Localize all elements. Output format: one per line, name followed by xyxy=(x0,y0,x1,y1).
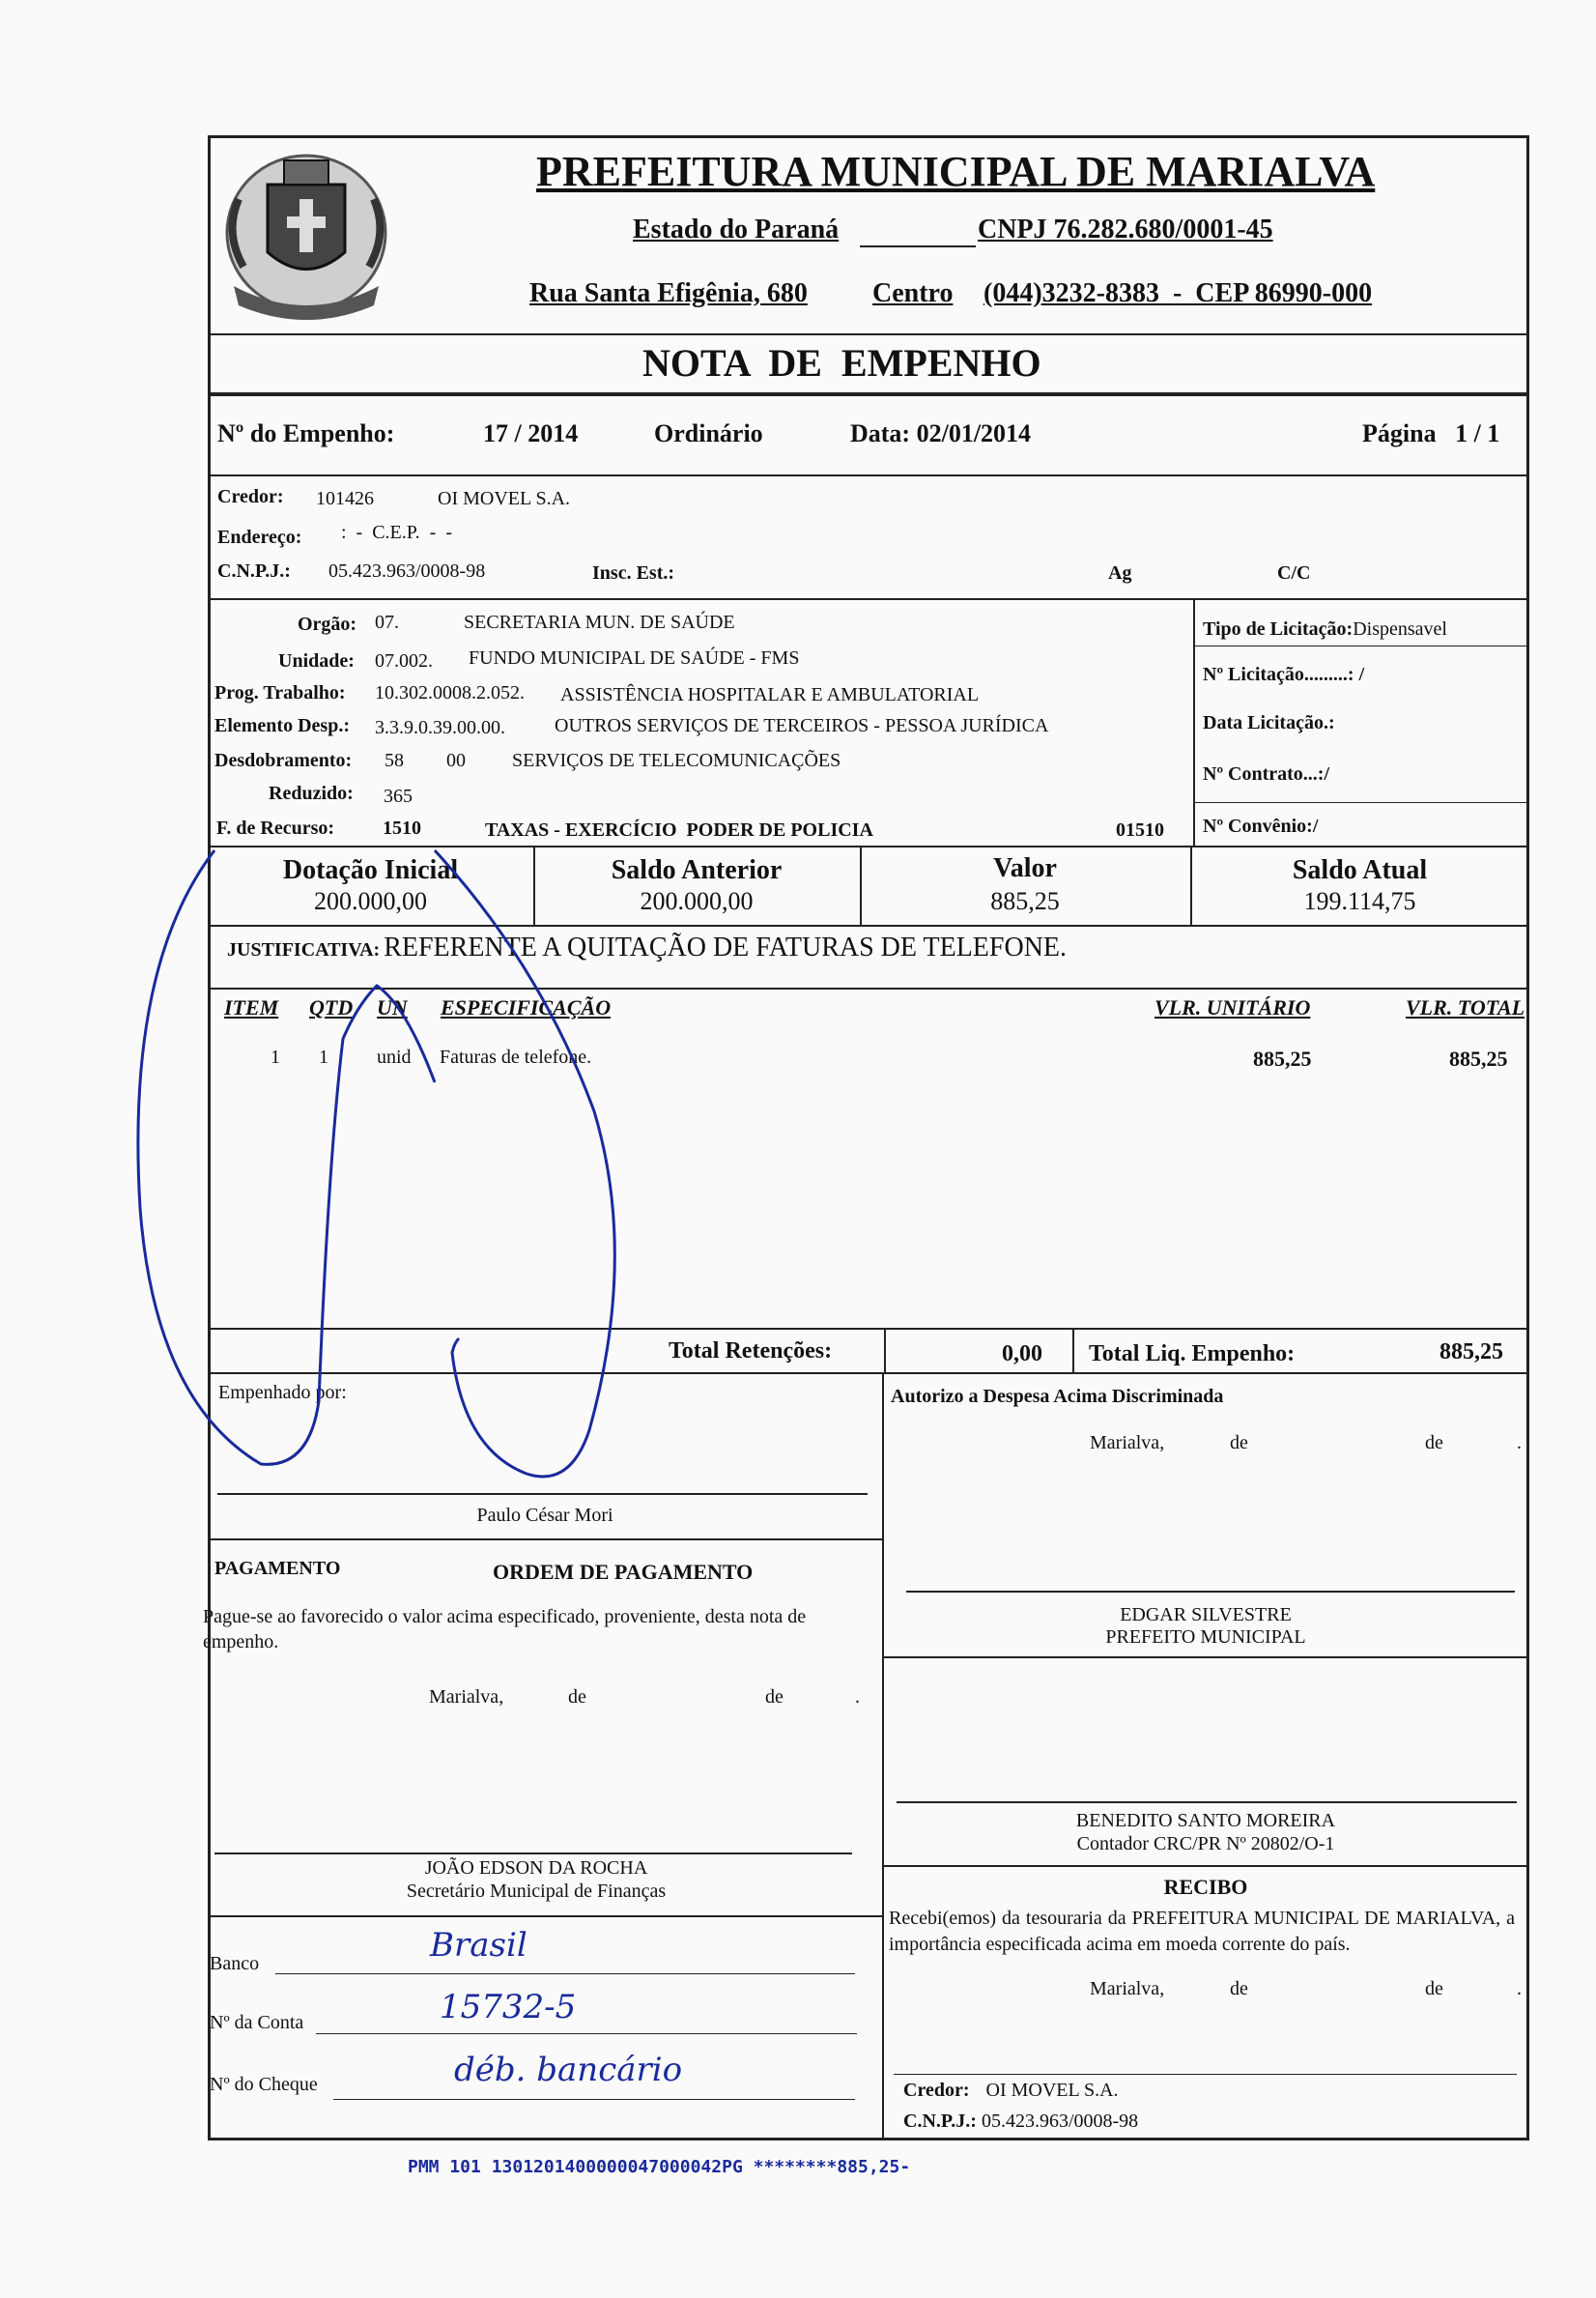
licitacao-tipo-label: Tipo de Licitação: xyxy=(1203,618,1354,640)
saldo-anterior-label: Saldo Anterior xyxy=(611,855,783,885)
recibo-credor-name: OI MOVEL S.A. xyxy=(985,2080,1119,2101)
divider xyxy=(208,598,1529,600)
empenho-date: Data: 02/01/2014 xyxy=(850,419,1032,447)
fonte-recurso-name: TAXAS - EXERCÍCIO PODER DE POLICIA xyxy=(485,819,873,841)
recibo-label: RECIBO xyxy=(1163,1875,1248,1899)
vertical-divider xyxy=(884,1328,886,1372)
fonte-recurso-number: 01510 xyxy=(1116,819,1164,841)
header-state-underline xyxy=(860,245,976,247)
recibo-credor xyxy=(903,2080,1119,2102)
licitacao-date: Data Licitação.: xyxy=(1203,712,1335,733)
valor-label: Valor xyxy=(993,853,1057,883)
reduzido-label: Reduzido: xyxy=(269,783,354,804)
desdobramento-code2: 00 xyxy=(446,750,466,771)
creditor-label: Credor: xyxy=(217,486,284,507)
divider xyxy=(208,1372,1529,1374)
divider xyxy=(208,333,1529,335)
document-title: NOTA DE EMPENHO xyxy=(642,341,1041,385)
items-header-spec: ESPECIFICAÇÃO xyxy=(441,995,612,1020)
pagamento-label: PAGAMENTO xyxy=(214,1558,341,1579)
divider xyxy=(208,392,1529,396)
desdobramento-name: SERVIÇOS DE TELECOMUNICAÇÕES xyxy=(512,750,841,771)
recibo-marialva: Marialva, xyxy=(1090,1978,1165,1999)
banco-value: Brasil xyxy=(430,1926,527,1965)
right-date-de1: de xyxy=(1230,1432,1248,1453)
reduzido-value: 365 xyxy=(384,786,413,807)
header-title: PREFEITURA MUNICIPAL DE MARIALVA xyxy=(536,148,1376,195)
elemento-label: Elemento Desp.: xyxy=(214,715,350,736)
empenhado-por-label: Empenhado por: xyxy=(218,1382,347,1403)
vertical-divider xyxy=(882,1372,884,2140)
ordem-pagamento-label: ORDEM DE PAGAMENTO xyxy=(493,1560,754,1584)
signature-line xyxy=(217,1493,868,1495)
item-quantity: 1 xyxy=(319,1047,328,1068)
header-district: Centro xyxy=(872,278,954,308)
left-marialva: Marialva, xyxy=(429,1686,504,1708)
total-liquido-value: 885,25 xyxy=(1439,1339,1503,1364)
creditor-address: : - C.E.P. - - xyxy=(341,522,452,543)
prog-code: 10.302.0008.2.052. xyxy=(375,682,525,704)
elemento-code: 3.3.9.0.39.00.00. xyxy=(375,717,505,738)
divider xyxy=(1193,802,1529,803)
prog-name: ASSISTÊNCIA HOSPITALAR E AMBULATORIAL xyxy=(560,684,980,705)
banco-line xyxy=(275,1973,855,1974)
divider xyxy=(208,846,1529,847)
recibo-text: Recebi(emos) da tesouraria da PREFEITURA MUNICIPAL DE MARIALVA, a importância especificada acima em moeda corrente do país. xyxy=(889,1908,1515,1955)
justificativa-label: JUSTIFICATIVA: xyxy=(227,939,381,961)
cheque-label: Nº do Cheque xyxy=(210,2074,318,2095)
empenho-number: 17 / 2014 xyxy=(483,419,579,447)
page-number: Página 1 / 1 xyxy=(1362,419,1500,447)
dotacao-value: 200.000,00 xyxy=(314,887,427,915)
item-total-value: 885,25 xyxy=(1449,1047,1508,1071)
total-retencoes-value: 0,00 xyxy=(1002,1341,1042,1366)
creditor-cnpj: 05.423.963/0008-98 xyxy=(328,560,486,582)
conta-label: Nº da Conta xyxy=(210,2012,304,2033)
divider xyxy=(208,988,1529,990)
left-date-dot: . xyxy=(855,1686,860,1708)
header-state: Estado do Paraná xyxy=(633,215,840,244)
item-spec: Faturas de telefone. xyxy=(440,1047,592,1068)
convenio-number: Nº Convênio:/ xyxy=(1203,816,1319,837)
item-unit-value: 885,25 xyxy=(1253,1047,1312,1071)
desdobramento-label: Desdobramento: xyxy=(214,750,353,771)
empenho-number-label: Nº do Empenho: xyxy=(217,419,395,447)
unidade-name: FUNDO MUNICIPAL DE SAÚDE - FMS xyxy=(469,647,800,669)
item-number: 1 xyxy=(271,1047,280,1068)
conta-value: 15732-5 xyxy=(440,1988,577,2026)
items-header-unit-value: VLR. UNITÁRIO xyxy=(1154,995,1311,1020)
item-unit: unid xyxy=(377,1047,412,1068)
vertical-divider xyxy=(1072,1328,1074,1372)
left-date-de1: de xyxy=(568,1686,586,1708)
items-header-un: UN xyxy=(377,995,408,1020)
vertical-divider xyxy=(1193,598,1195,846)
licitacao-tipo xyxy=(1203,618,1447,641)
creditor-cnpj-label: C.N.P.J.: xyxy=(217,560,291,582)
divider xyxy=(208,474,1529,476)
divider xyxy=(208,1915,882,1917)
items-header-item: ITEM xyxy=(224,995,279,1020)
signature-line xyxy=(894,2074,1517,2075)
recibo-date-dot: . xyxy=(1517,1978,1522,1999)
divider xyxy=(882,1656,1529,1658)
header-address: Rua Santa Efigênia, 680 xyxy=(529,278,808,308)
saldo-anterior-value: 200.000,00 xyxy=(640,887,754,915)
prefeito-name: EDGAR SILVESTRE xyxy=(1120,1604,1292,1625)
licitacao-number-text: Nº Licitação.........: / xyxy=(1203,664,1365,685)
orgao-name: SECRETARIA MUN. DE SAÚDE xyxy=(464,612,735,633)
divider xyxy=(208,1538,882,1540)
licitacao-tipo-value: Dispensavel xyxy=(1353,618,1447,640)
valor-value: 885,25 xyxy=(990,887,1060,915)
fonte-recurso-label: F. de Recurso: xyxy=(216,818,335,839)
creditor-name: OI MOVEL S.A. xyxy=(438,488,571,509)
recibo-cnpj-label: C.N.P.J.: xyxy=(903,2111,977,2132)
right-date-de2: de xyxy=(1425,1432,1443,1453)
saldo-atual-label: Saldo Atual xyxy=(1292,855,1428,885)
right-date-dot: . xyxy=(1517,1432,1522,1453)
creditor-code: 101426 xyxy=(316,488,374,509)
dotacao-label: Dotação Inicial xyxy=(282,855,459,885)
signature-line xyxy=(214,1853,852,1854)
contador-title: Contador CRC/PR Nº 20802/O-1 xyxy=(1076,1833,1335,1854)
header-phone-cep: (044)3232-8383 - CEP 86990-000 xyxy=(983,278,1373,308)
cheque-value: déb. bancário xyxy=(454,2051,683,2089)
fonte-recurso-code: 1510 xyxy=(383,818,421,839)
divider xyxy=(208,925,1529,927)
recibo-date-de2: de xyxy=(1425,1978,1443,1999)
licitacao-number xyxy=(1203,664,1364,686)
recibo-cnpj-value: 05.423.963/0008-98 xyxy=(981,2111,1139,2132)
orgao-code: 07. xyxy=(375,612,399,633)
divider xyxy=(208,1328,1529,1330)
cheque-line xyxy=(333,2099,855,2100)
elemento-name: OUTROS SERVIÇOS DE TERCEIROS - PESSOA JURÍDICA xyxy=(555,715,1049,736)
creditor-cc-label: C/C xyxy=(1277,562,1311,584)
contrato-number: Nº Contrato...:/ xyxy=(1203,763,1330,785)
justificativa xyxy=(227,933,1067,963)
prog-label: Prog. Trabalho: xyxy=(214,682,346,704)
creditor-insc-label: Insc. Est.: xyxy=(592,562,675,584)
orgao-label: Orgão: xyxy=(298,614,357,635)
creditor-address-label: Endereço: xyxy=(217,527,302,548)
recibo-cnpj xyxy=(903,2111,1138,2133)
left-date-de2: de xyxy=(765,1686,784,1708)
right-marialva: Marialva, xyxy=(1090,1432,1165,1453)
footer-code: PMM 101 1301201400000047000042PG ********885,25- xyxy=(408,2157,911,2177)
justificativa-text: REFERENTE A QUITAÇÃO DE FATURAS DE TELEFONE. xyxy=(384,933,1068,962)
total-retencoes-label: Total Retenções: xyxy=(669,1338,833,1364)
unidade-label: Unidade: xyxy=(278,650,355,672)
unidade-code: 07.002. xyxy=(375,650,433,672)
prefeito-title: PREFEITO MUNICIPAL xyxy=(1105,1626,1306,1648)
banco-label: Banco xyxy=(210,1953,260,1974)
secretario-name: JOÃO EDSON DA ROCHA xyxy=(424,1857,648,1879)
pague-se-text: Pague-se ao favorecido o valor acima especificado, proveniente, desta nota de empenho. xyxy=(203,1606,807,1652)
desdobramento-code1: 58 xyxy=(385,750,404,771)
empenho-type: Ordinário xyxy=(654,419,763,447)
empenhado-por-name: Paulo César Mori xyxy=(476,1505,613,1526)
items-header-total-value: VLR. TOTAL xyxy=(1406,995,1525,1020)
items-header-qtd: QTD xyxy=(309,995,354,1020)
signature-line xyxy=(906,1591,1515,1593)
recibo-date-de1: de xyxy=(1230,1978,1248,1999)
recibo-credor-label: Credor: xyxy=(903,2080,970,2101)
signature-line xyxy=(897,1801,1517,1803)
secretario-title: Secretário Municipal de Finanças xyxy=(406,1881,667,1902)
divider xyxy=(882,1865,1529,1867)
creditor-ag-label: Ag xyxy=(1108,562,1132,584)
autorizo-label: Autorizo a Despesa Acima Discriminada xyxy=(891,1386,1224,1407)
saldo-atual-value: 199.114,75 xyxy=(1303,887,1416,915)
header-cnpj: CNPJ 76.282.680/0001-45 xyxy=(978,215,1273,244)
conta-line xyxy=(316,2033,857,2034)
coat-of-arms-icon xyxy=(214,141,398,330)
contador-name: BENEDITO SANTO MOREIRA xyxy=(1075,1810,1336,1831)
total-liquido-label: Total Liq. Empenho: xyxy=(1089,1341,1296,1366)
